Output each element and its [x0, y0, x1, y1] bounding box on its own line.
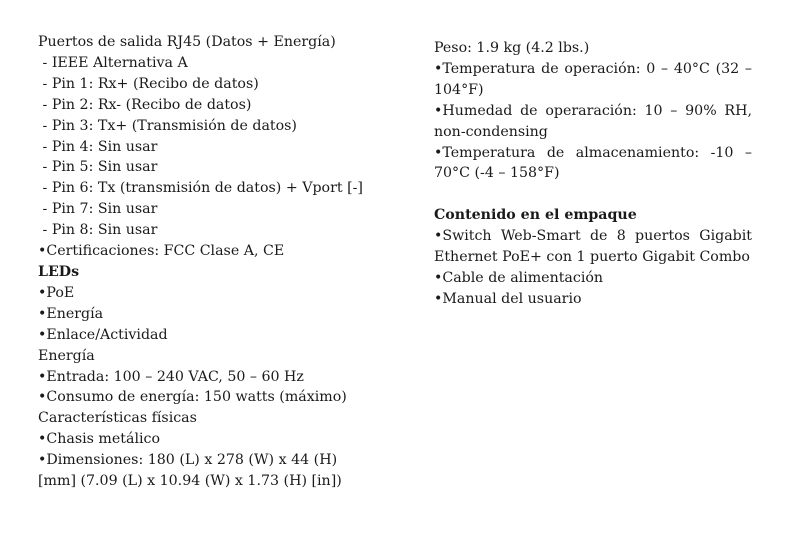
led-item: •Energía	[38, 305, 104, 322]
pin-item: - Pin 2: Rx- (Recibo de datos)	[38, 96, 252, 113]
power-item: •Consumo de energía: 150 watts (máximo)	[38, 389, 347, 406]
right-column	[434, 38, 752, 310]
pin-item: - Pin 7: Sin usar	[38, 201, 158, 218]
power-heading: Energía	[38, 347, 95, 364]
left-column	[38, 32, 388, 492]
spec-item: •Humedad de operaración: 10 – 90% RH, non-condensing	[434, 102, 752, 140]
pin-item: - Pin 8: Sin usar	[38, 222, 158, 239]
physical-item: •Chasis metálico	[38, 431, 161, 448]
ports-title: Puertos de salida RJ45 (Datos + Energía)	[38, 34, 336, 50]
spec-item: •Temperatura de operación: 0 – 40°C (32 – 104°F)	[434, 60, 752, 98]
pin-item: - Pin 3: Tx+ (Transmisión de datos)	[38, 117, 297, 134]
package-item: •Cable de alimentación	[434, 270, 604, 287]
physical-heading: Características físicas	[38, 410, 197, 427]
physical-item: •Dimensiones: 180 (L) x 278 (W) x 44 (H)	[38, 452, 338, 469]
package-item: •Switch Web-Smart de 8 puertos Gigabit Ethernet PoE+ con 1 puerto Gigabit Combo	[434, 228, 752, 266]
led-item: •PoE	[38, 284, 75, 301]
physical-item: [mm] (7.09 (L) x 10.94 (W) x 1.73 (H) [in])	[38, 473, 342, 490]
ieee-standard: - IEEE Alternativa A	[38, 54, 188, 71]
led-item: •Enlace/Actividad	[38, 326, 168, 343]
pin-item: - Pin 1: Rx+ (Recibo de datos)	[38, 75, 259, 92]
package-item: •Manual del usuario	[434, 290, 582, 307]
spacer	[434, 184, 752, 205]
power-item: •Entrada: 100 – 240 VAC, 50 – 60 Hz	[38, 368, 304, 385]
certifications: •Certificaciones: FCC Clase A, CE	[38, 243, 285, 260]
leds-heading: LEDs	[38, 263, 80, 280]
pin-item: - Pin 5: Sin usar	[38, 159, 158, 176]
spec-item: •Temperatura de almacenamiento: -10 – 70°C (-4 – 158°F)	[434, 144, 752, 182]
pin-item: - Pin 6: Tx (transmisión de datos) + Vport [-]	[38, 180, 363, 197]
pin-item: - Pin 4: Sin usar	[38, 138, 158, 155]
weight: Peso: 1.9 kg (4.2 lbs.)	[434, 40, 590, 56]
package-heading: Contenido en el empaque	[434, 207, 637, 224]
